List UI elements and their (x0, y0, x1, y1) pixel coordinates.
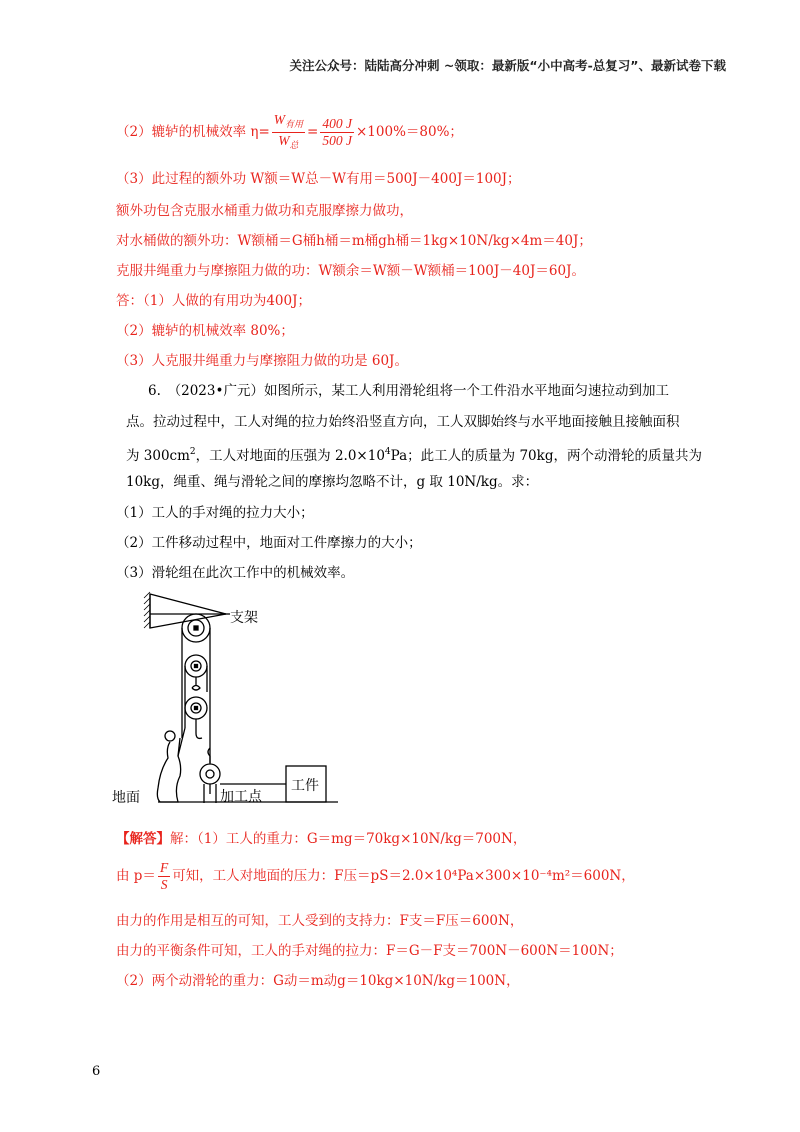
question-line-2: 点。拉动过程中，工人对绳的拉力始终沿竖直方向，工人双脚始终与水平地面接触且接触面积 (126, 414, 680, 430)
worker-head (165, 731, 175, 741)
label-processing-point: 加工点 (220, 789, 262, 805)
solution-line-1: 【解答】解：（1）工人的重力：G＝mg＝70kg×10N/kg＝700N， (116, 831, 527, 847)
page-number: 6 (92, 1064, 101, 1079)
ground-pulley (200, 764, 220, 784)
efficiency-line: （2）辘轳的机械效率 η= $\frac{W_{有用}}{W_总}$ = $\frac{400 J}{500 J}$ ×100%＝80%； (116, 112, 463, 150)
sub-question-3: （3）滑轮组在此次工作中的机械效率。 (116, 565, 355, 581)
rope-work-line: 克服井绳重力与摩擦阻力做的功：W额余＝W额－W额桶＝100J－40J＝60J。 (116, 263, 585, 279)
wall-hatch (144, 592, 150, 628)
extra-work-line: （3）此过程的额外功 W额＝W总－W有用＝500J－400J＝100J； (116, 171, 521, 187)
answer-1: 答：（1）人做的有用功为400J； (116, 293, 312, 309)
solution-line-2: 由 p＝ $\frac{F}{S}$ 可知，工人对地面的压力：F压＝pS＝2.0×10⁴Pa×300×10⁻⁴m²＝600N， (116, 860, 635, 892)
label-workpiece: 工件 (291, 778, 319, 794)
solution-line-4: 由力的平衡条件可知，工人的手对绳的拉力：F＝G－F支＝700N－600N＝100N； (116, 943, 623, 959)
bucket-work-line: 对水桶做的额外功：W额桶＝G桶h桶＝m桶gh桶＝1kg×10N/kg×4m＝40J； (116, 233, 592, 249)
question-line-3: 为 $300cm^2$，工人对地面的压强为 $2.0\times 10^4Pa$；此工人的质量为 70kg，两个动滑轮的质量共为 (126, 447, 702, 464)
question-line-1: 6. （2023•广元）如图所示，某工人利用滑轮组将一个工件沿水平地面匀速拉动到加工 (148, 383, 669, 399)
label-ground: 地面 (112, 790, 140, 806)
pulley-figure (108, 588, 348, 813)
sub-question-2: （2）工件移动过程中，地面对工件摩擦力的大小； (116, 535, 422, 551)
label-support: 支架 (230, 610, 258, 626)
page-header: 关注公众号：陆陆高分冲刺 ~领取：最新版“小中高考-总复习”、最新试卷下载 (289, 58, 726, 73)
solution-line-5: （2）两个动滑轮的重力：G动＝m动g＝10kg×10N/kg＝100N， (116, 973, 520, 989)
worker-body (157, 738, 180, 802)
solution-line-3: 由力的作用是相互的可知，工人受到的支持力：F支＝F压＝600N， (116, 913, 524, 929)
answer-2: （2）辘轳的机械效率 80%； (116, 323, 294, 339)
bracket-arm (150, 594, 226, 628)
sub-question-1: （1）工人的手对绳的拉力大小； (116, 505, 314, 521)
question-line-4: 10kg，绳重、绳与滑轮之间的摩擦均忽略不计，g 取 10N/kg。求： (126, 474, 539, 490)
answer-3: （3）人克服井绳重力与摩擦阻力做的功是 60J。 (116, 353, 408, 369)
extra-work-note: 额外功包含克服水桶重力做功和克服摩擦力做功， (116, 203, 413, 219)
